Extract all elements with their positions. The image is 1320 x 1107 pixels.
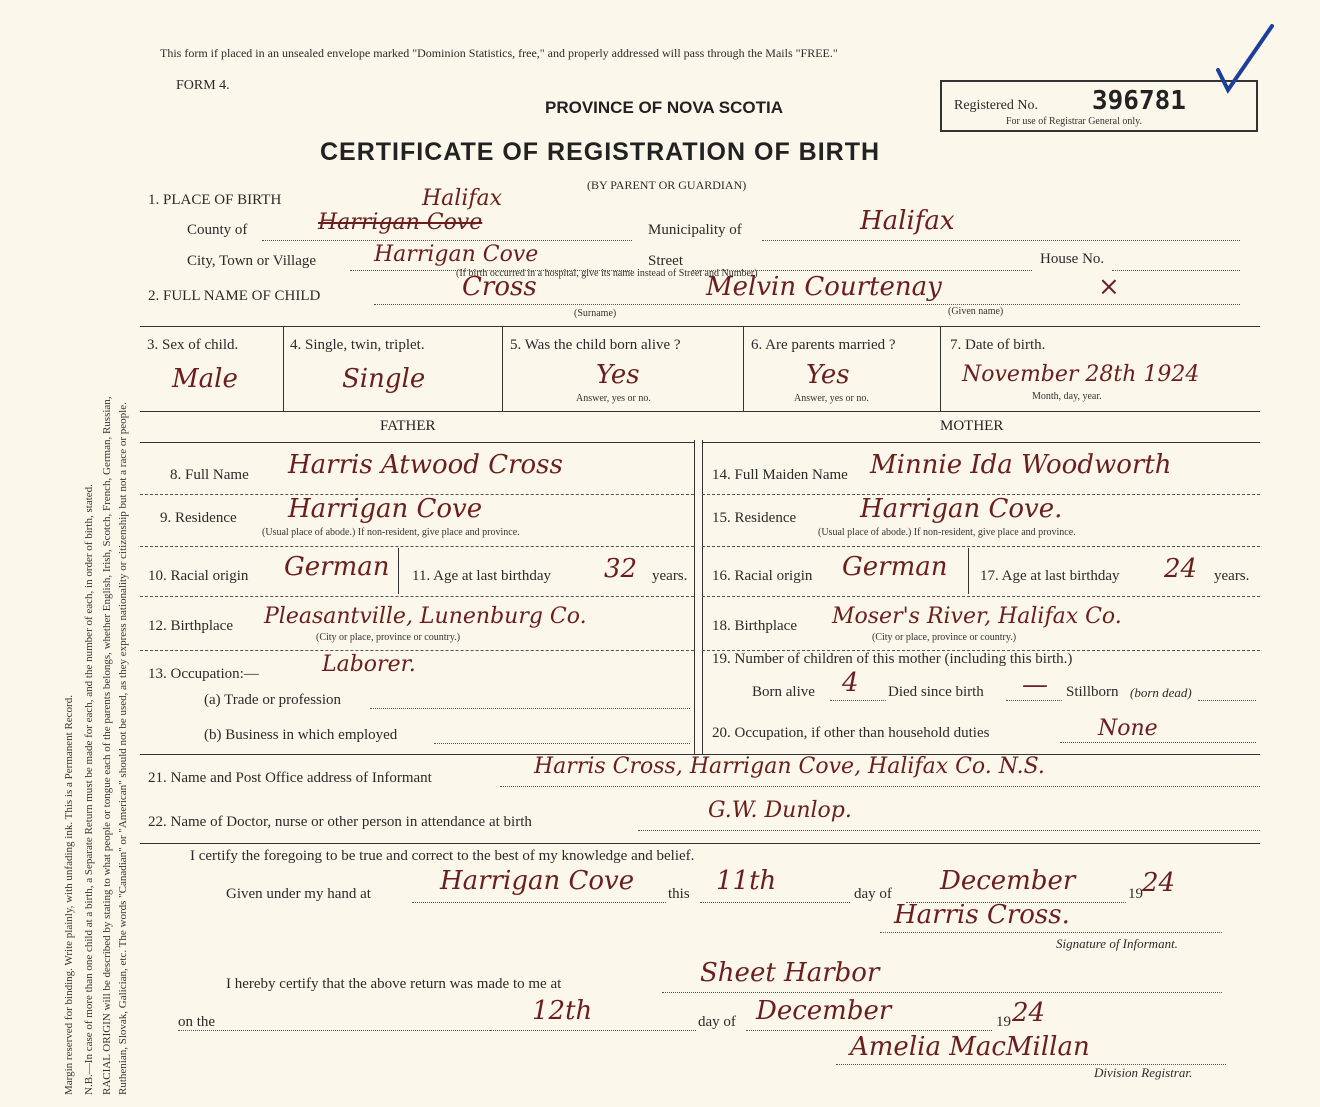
on-the-label: on the [178, 1014, 216, 1030]
informant-signature-caption: Signature of Informant. [1056, 936, 1178, 951]
father-residence-label: 9. Residence [160, 510, 237, 526]
child-surname: Cross [462, 272, 537, 302]
margin-line-1: Margin reserved for binding. Write plainly, with unfading ink. This is a Permanent Record. [63, 695, 75, 1095]
form-number: FORM 4. [176, 78, 230, 93]
mother-racial-value: German [842, 552, 948, 582]
margin-line-3: RACIAL ORIGIN will be described by stating to what people or tongue each of the parents belongs, whether English, Irish, Scotch, French, German, Russian, [101, 396, 113, 1095]
stillborn-label: Stillborn [1066, 684, 1119, 700]
sex-label: 3. Sex of child. [147, 337, 239, 353]
doctor-value: G.W. Dunlop. [708, 798, 852, 823]
registrar-statement: I hereby certify that the above return was made to me at [226, 976, 562, 992]
registrar-year-value: 24 [1012, 998, 1046, 1028]
father-residence-note: (Usual place of abode.) If non-resident, give place and province. [262, 527, 520, 538]
father-age-unit: years. [652, 568, 688, 584]
mother-occupation-label: 20. Occupation, if other than household duties [712, 725, 990, 741]
father-heading: FATHER [380, 418, 436, 434]
born-alive-value: 4 [842, 668, 859, 698]
margin-line-4: Ruthenian, Slovak, Galician, etc. The words "Canadian" or "American" should not be used, as they express nationality or citizenship but not a race or people. [117, 402, 129, 1095]
mother-birthplace-value: Moser's River, Halifax Co. [832, 604, 1122, 629]
given-name-caption: (Given name) [948, 306, 1004, 317]
county-value: Halifax [422, 186, 503, 211]
mother-age-value: 24 [1164, 554, 1198, 584]
given-year-prefix: 19 [1128, 886, 1143, 902]
given-month-value: December [940, 866, 1076, 896]
born-alive-label: Born alive [752, 684, 815, 700]
registrar-place-value: Sheet Harbor [700, 958, 880, 988]
mother-racial-label: 16. Racial origin [712, 568, 813, 584]
city-value: Harrigan Cove [374, 242, 539, 267]
children-count-label: 19. Number of children of this mother (including this birth.) [712, 651, 1073, 667]
informant-value: Harris Cross, Harrigan Cove, Halifax Co. N.S. [534, 754, 1045, 779]
registrar-day-label: day of [698, 1014, 736, 1030]
given-year-value: 24 [1142, 868, 1176, 898]
registered-number: 396781 [1092, 86, 1186, 116]
married-value: Yes [806, 360, 850, 390]
hospital-note: (If birth occurred in a hospital, give its name instead of Street and Number) [456, 268, 758, 279]
father-birthplace-label: 12. Birthplace [148, 618, 233, 634]
municipality-value: Halifax [860, 206, 955, 236]
married-label: 6. Are parents married ? [751, 337, 896, 353]
margin-line-2: N.B.—In case of more than one child at a birth, a Separate Return must be made for each, and the number of each, in order of birth, stated. [83, 484, 95, 1095]
street-label: Street [648, 253, 683, 269]
registrar-day-value: 12th [532, 996, 593, 1026]
sex-value: Male [172, 364, 238, 394]
father-residence-value: Harrigan Cove [288, 494, 483, 524]
mail-notice: This form if placed in an unsealed envelope marked "Dominion Statistics, free," and properly addressed will pass through the Mails "FREE." [160, 46, 838, 60]
county-value-struck: Harrigan Cove [318, 210, 483, 235]
father-occupation-value: Laborer. [322, 652, 416, 677]
mother-occupation-value: None [1098, 716, 1158, 741]
mother-birthplace-label: 18. Birthplace [712, 618, 797, 634]
mother-residence-label: 15. Residence [712, 510, 797, 526]
died-label: Died since birth [888, 684, 984, 700]
business-label: (b) Business in which employed [204, 727, 398, 743]
dob-label: 7. Date of birth. [950, 337, 1046, 353]
plurality-label: 4. Single, twin, triplet. [290, 337, 425, 353]
informant-signature: Harris Cross. [894, 900, 1070, 930]
certificate-title: CERTIFICATE OF REGISTRATION OF BIRTH [320, 138, 881, 166]
mother-name-value: Minnie Ida Woodworth [870, 450, 1172, 480]
municipality-label: Municipality of [648, 222, 742, 238]
stillborn-note: (born dead) [1130, 685, 1192, 700]
place-of-birth-label: 1. PLACE OF BIRTH [148, 192, 282, 208]
given-place-value: Harrigan Cove [440, 866, 635, 896]
house-number-label: House No. [1040, 251, 1105, 267]
father-racial-label: 10. Racial origin [148, 568, 249, 584]
registrar-note: For use of Registrar General only. [1006, 116, 1142, 127]
mother-heading: MOTHER [940, 418, 1004, 434]
father-age-value: 32 [604, 554, 638, 584]
father-occupation-label: 13. Occupation:— [148, 666, 259, 682]
child-name-label: 2. FULL NAME OF CHILD [148, 288, 321, 304]
registrar-signature: Amelia MacMillan [850, 1032, 1090, 1062]
registrar-year-prefix: 19 [996, 1014, 1011, 1030]
given-day-label: day of [854, 886, 892, 902]
given-under-label: Given under my hand at [226, 886, 371, 902]
county-label: County of [187, 222, 248, 238]
died-value: — [1022, 670, 1048, 700]
father-age-label: 11. Age at last birthday [412, 568, 551, 584]
informant-label: 21. Name and Post Office address of Informant [148, 770, 432, 786]
child-name-mark: × [1098, 272, 1120, 302]
registered-label: Registered No. [954, 98, 1038, 113]
certify-statement: I certify the foregoing to be true and correct to the best of my knowledge and belief. [190, 848, 695, 864]
father-birthplace-value: Pleasantville, Lunenburg Co. [264, 604, 587, 629]
father-birthplace-note: (City or place, province or country.) [316, 632, 461, 643]
married-caption: Answer, yes or no. [794, 393, 869, 404]
father-racial-value: German [284, 552, 390, 582]
trade-label: (a) Trade or profession [204, 692, 342, 708]
mother-residence-value: Harrigan Cove. [860, 494, 1063, 524]
alive-label: 5. Was the child born alive ? [510, 337, 681, 353]
father-name-value: Harris Atwood Cross [288, 450, 563, 480]
surname-caption: (Surname) [574, 308, 617, 319]
mother-age-unit: years. [1214, 568, 1250, 584]
doctor-label: 22. Name of Doctor, nurse or other person in attendance at birth [148, 814, 532, 830]
certificate-subtitle: (BY PARENT OR GUARDIAN) [587, 178, 747, 192]
this-label: this [668, 886, 690, 902]
registrar-month-value: December [756, 996, 892, 1026]
alive-value: Yes [596, 360, 640, 390]
mother-birthplace-note: (City or place, province or country.) [872, 632, 1017, 643]
mother-name-label: 14. Full Maiden Name [712, 467, 848, 483]
dob-value: November 28th 1924 [962, 362, 1200, 387]
dob-caption: Month, day, year. [1032, 391, 1102, 402]
child-given-name: Melvin Courtenay [706, 272, 942, 302]
given-day-value: 11th [716, 866, 777, 896]
alive-caption: Answer, yes or no. [576, 393, 651, 404]
city-label: City, Town or Village [187, 253, 317, 269]
registrar-signature-caption: Division Registrar. [1094, 1065, 1193, 1080]
plurality-value: Single [342, 364, 426, 394]
province-heading: PROVINCE OF NOVA SCOTIA [545, 98, 784, 117]
father-name-label: 8. Full Name [170, 467, 249, 483]
mother-age-label: 17. Age at last birthday [980, 568, 1120, 584]
mother-residence-note: (Usual place of abode.) If non-resident, give place and province. [818, 527, 1076, 538]
check-mark-icon [1210, 18, 1280, 98]
